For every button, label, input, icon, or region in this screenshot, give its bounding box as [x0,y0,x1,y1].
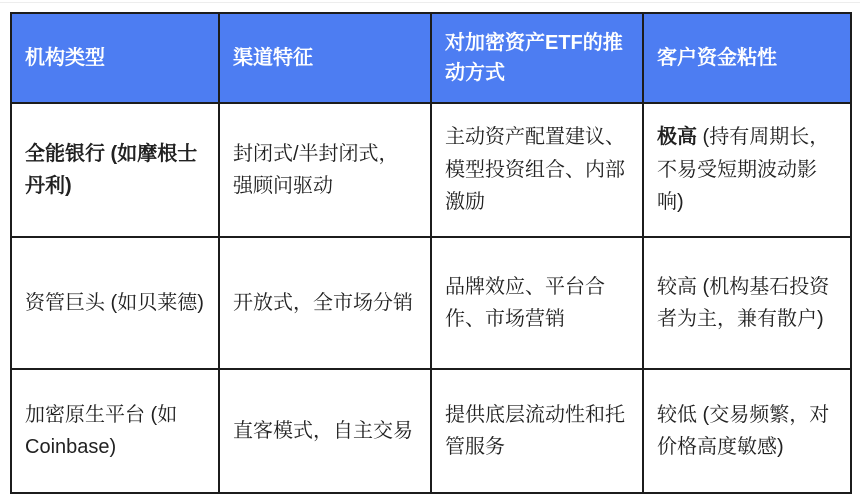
etf-push-cell: 主动资产配置建议、模型投资组合、内部激励 [431,103,643,237]
column-header-channel-traits: 渠道特征 [219,13,431,103]
column-header-institution-type: 机构类型 [11,13,219,103]
header-row [11,13,851,103]
page-top-divider [0,2,860,3]
comparison-table-container [10,12,850,494]
institution-cell: 加密原生平台 (如Coinbase) [11,369,219,493]
table-row [11,103,851,237]
stickiness-cell [643,369,851,493]
stickiness-detail: (交易频繁，对价格高度敏感) [657,403,830,458]
stickiness-detail: (持有周期长，不易受短期波动影响) [657,126,830,214]
channel-cell: 开放式，全市场分销 [219,237,431,369]
stickiness-level: 较高 [657,275,697,298]
institution-comparison-table [10,12,852,494]
etf-push-cell: 品牌效应、平台合作、市场营销 [431,237,643,369]
column-header-client-fund-stickiness: 客户资金粘性 [643,13,851,103]
channel-cell: 直客模式，自主交易 [219,369,431,493]
channel-cell: 封闭式/半封闭式，强顾问驱动 [219,103,431,237]
stickiness-cell [643,237,851,369]
stickiness-cell [643,103,851,237]
institution-cell: 全能银行 (如摩根士丹利) [11,103,219,237]
table-row [11,237,851,369]
stickiness-detail: (机构基石投资者为主，兼有散户) [657,275,830,330]
stickiness-level: 较低 [657,403,697,426]
institution-cell: 资管巨头 (如贝莱德) [11,237,219,369]
column-header-etf-push-method: 对加密资产ETF的推动方式 [431,13,643,103]
stickiness-level: 极高 [657,126,697,149]
etf-push-cell: 提供底层流动性和托管服务 [431,369,643,493]
table-row [11,369,851,493]
